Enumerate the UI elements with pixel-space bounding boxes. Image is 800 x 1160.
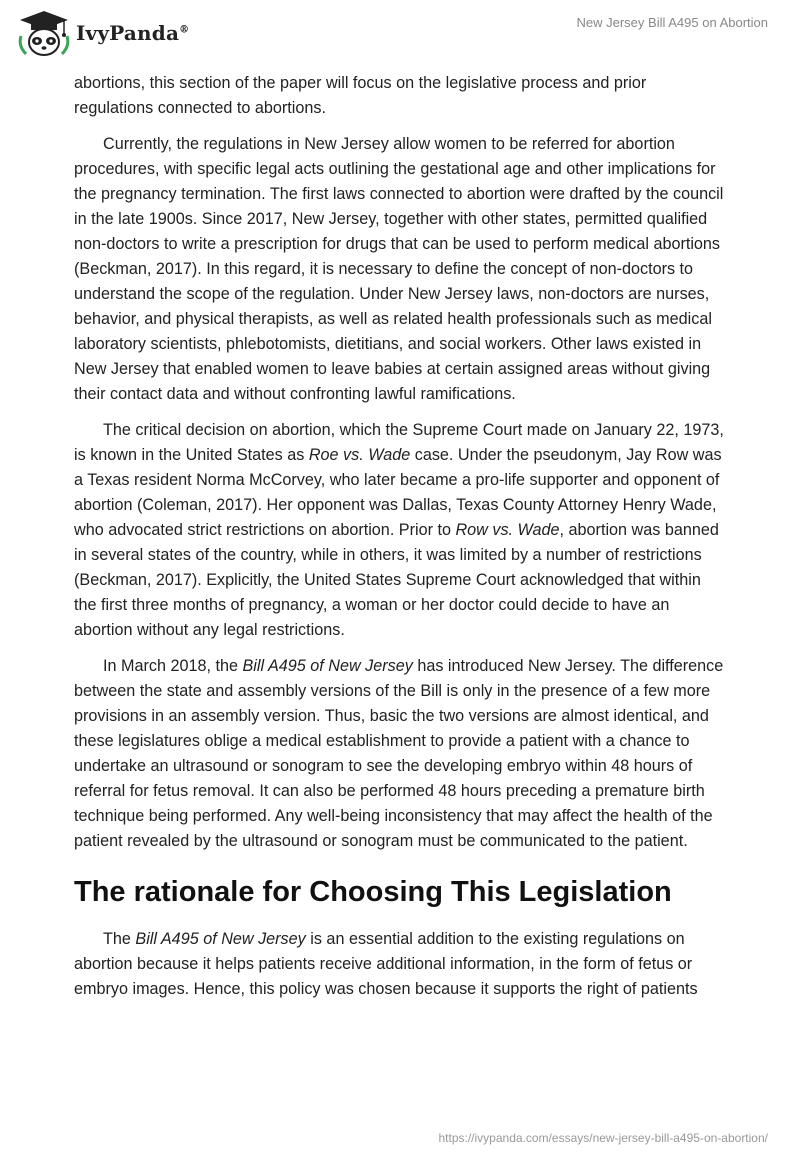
panda-graduation-icon <box>14 8 74 58</box>
bill-name: Bill A495 of New Jersey <box>242 657 413 675</box>
source-url[interactable]: https://ivypanda.com/essays/new-jersey-bill-a495-on-abortion/ <box>438 1131 768 1145</box>
brand-name: IvyPanda® <box>76 21 190 45</box>
paragraph-roe-vs-wade: The critical decision on abortion, which the Supreme Court made on January 22, 1973, is known in the United States as Roe vs. Wade case. Under the pseudonym, Jay Row was a Texas resident Norma McCorvey, who later became a pro-life supporter and opponent of abortion (Coleman, 2017). Her opponent was Dallas, Texas County Attorney Henry Wade, who advocated strict restrictions on abortion. Prior to Row vs. Wade, abortion was banned in several states of the country, while in others, it was limited by a number of restrictions (Beckman, 2017). Explicitly, the United States Supreme Court acknowledged that within the first three months of pregnancy, a woman or her doctor could decide to have an abortion without any legal restrictions. <box>74 421 724 639</box>
case-name-roe: Roe vs. Wade <box>308 446 411 464</box>
paragraph-rationale: The Bill A495 of New Jersey is an essential addition to the existing regulations on abortion because it helps patients receive additional information, in the form of fetus or embryo images. Hence, this policy was chosen because it supports the right of patients <box>74 930 698 998</box>
paragraph-bill-a495: In March 2018, the Bill A495 of New Jersey has introduced New Jersey. The difference between the state and assembly versions of the Bill is only in the presence of a few more provisions in an assembly version. Thus, basic the two versions are almost identical, and these legislatures oblige a medical establishment to provide a patient with a chance to undertake an ultrasound or sonogram to see the developing embryo within 48 hours of referral for fetus removal. It can also be performed 48 hours preceding a premature birth technique being performed. Any well-being inconsistency that may affect the health of the patient revealed by the ultrasound or sonogram must be communicated to the patient. <box>74 657 724 850</box>
bill-name: Bill A495 of New Jersey <box>135 930 306 948</box>
section-heading: The rationale for Choosing This Legislation <box>74 876 672 908</box>
page-header <box>0 0 800 70</box>
essay-body <box>74 71 726 1013</box>
document-title: New Jersey Bill A495 on Abortion <box>576 15 768 30</box>
paragraph-current-regulations: Currently, the regulations in New Jersey allow women to be referred for abortion procedures, with specific legal acts outlining the gestational age and other implications for the pregnancy termination. The first laws connected to abortion were drafted by the council in the late 1900s. Since 2017, New Jersey, together with other states, permitted qualified non-doctors to write a prescription for drugs that can be used to perform medical abortions (Beckman, 2017). In this regard, it is necessary to define the concept of non-doctors to understand the scope of the regulation. Under New Jersey laws, non-doctors are nurses, behavior, and physical therapists, as well as related health professionals such as medical laboratory scientists, phlebotomists, dietitians, and social workers. Other laws existed in New Jersey that enabled women to leave babies at certain assigned areas without giving their contact data and without confronting lawful ramifications. <box>74 135 724 403</box>
ivypanda-logo[interactable] <box>14 8 189 58</box>
case-name-row: Row vs. Wade <box>455 521 560 539</box>
paragraph-continued: abortions, this section of the paper will focus on the legislative process and prior regulations connected to abortions. <box>74 74 647 117</box>
